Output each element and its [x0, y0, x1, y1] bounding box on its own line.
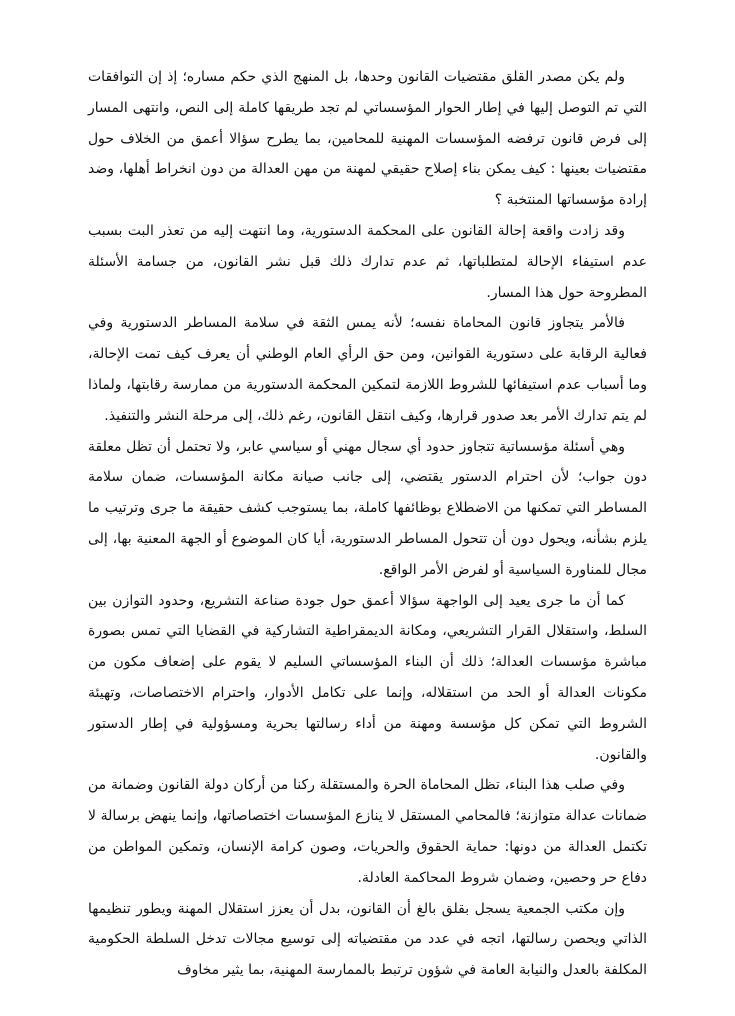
paragraph-3: فالأمر يتجاوز قانون المحاماة نفسه؛ لأنه يمس الثقة في سلامة المساطر الدستورية وفي فعالية الرقابة على دستورية القوانين، ومن حق الرأي العام الوطني أن يعرف كيف تمت الإحالة، وما أسباب عدم استيفائها للشروط اللازمة لتمكين المحكمة الدستورية من ممارسة رقابتها، ولماذا لم يتم تدارك الأمر بعد صدور قرارها، وكيف انتقل القانون، رغم ذلك، إلى مرحلة النشر والتنفيذ.: [88, 315, 647, 424]
paragraph-6: وفي صلب هذا البناء، تظل المحاماة الحرة والمستقلة ركنا من أركان دولة القانون وضمانة من ضمانات عدالة متوازنة؛ فالمحامي المستقل لا ينازع المؤسسات اختصاصاتها، وإنما ينهض برسالة لا تكتمل العدالة من دونها: حماية الحقوق والحريات، وصون كرامة الإنسان، وتمكين المواطن من دفاع حر وحصين، وضمان شروط المحاكمة العادلة.: [88, 777, 647, 886]
paragraph-4: وهي أسئلة مؤسساتية تتجاوز حدود أي سجال مهني أو سياسي عابر، ولا تحتمل أن تظل معلقة دون جواب؛ لأن احترام الدستور يقتضي، إلى جانب صيانة مكانة المؤسسات، ضمان سلامة المساطر التي تمكنها من الاضطلاع بوظائفها كاملة، بما يستوجب كشف حقيقة ما جرى وترتيب ما يلزم بشأنه، ويحول دون أن تتحول المساطر الدستورية، أيا كان الموضوع أو الجهة المعنية بها، إلى مجال للمناورة السياسية أو لفرض الأمر الواقع.: [88, 438, 647, 578]
paragraph-1: ولم يكن مصدر القلق مقتضيات القانون وحدها، بل المنهج الذي حكم مساره؛ إذ إن التوافقات التي تم التوصل إليها في إطار الحوار المؤسساتي لم تجد طريقها كاملة إلى النص، وانتهى المسار إلى فرض قانون ترفضه المؤسسات المهنية للمحامين، بما يطرح سؤالا أعمق من الخلاف حول مقتضيات بعينها : كيف يمكن بناء إصلاح حقيقي لمهنة من مهن العدالة من دون انخراط أهلها، وضد إرادة مؤسساتها المنتخبة ؟: [88, 69, 647, 209]
paragraph-5: كما أن ما جرى يعيد إلى الواجهة سؤالا أعمق حول جودة صناعة التشريع، وحدود التوازن بين السلط، واستقلال القرار التشريعي، ومكانة الديمقراطية التشاركية في القضايا التي تمس بصورة مباشرة مؤسسات العدالة؛ ذلك أن البناء المؤسساتي السليم لا يقوم على إضعاف مكون من مكونات العدالة أو الحد من استقلاله، وإنما على تكامل الأدوار، واحترام الاختصاصات، وتهيئة الشروط التي تمكن كل مؤسسة ومهنة من أداء رسالتها بحرية ومسؤولية في إطار الدستور والقانون.: [88, 592, 647, 763]
paragraph-2: وقد زادت واقعة إحالة القانون على المحكمة الدستورية، وما انتهت إليه من تعذر البت بسبب عدم استيفاء الإحالة لمتطلباتها، ثم عدم تدارك ذلك قبل نشر القانون، من جسامة الأسئلة المطروحة حول هذا المسار.: [88, 222, 647, 301]
paragraph-7: وإن مكتب الجمعية يسجل بقلق بالغ أن القانون، بدل أن يعزز استقلال المهنة ويطور تنظيمها الذاتي ويحصن رسالتها، اتجه في عدد من مقتضياته إلى توسيع مجالات تدخل السلطة الحكومية المكلفة بالعدل والنيابة العامة في شؤون ترتبط بالممارسة المهنية، بما يثير مخاوف: [88, 900, 647, 979]
article-body: [88, 62, 647, 986]
